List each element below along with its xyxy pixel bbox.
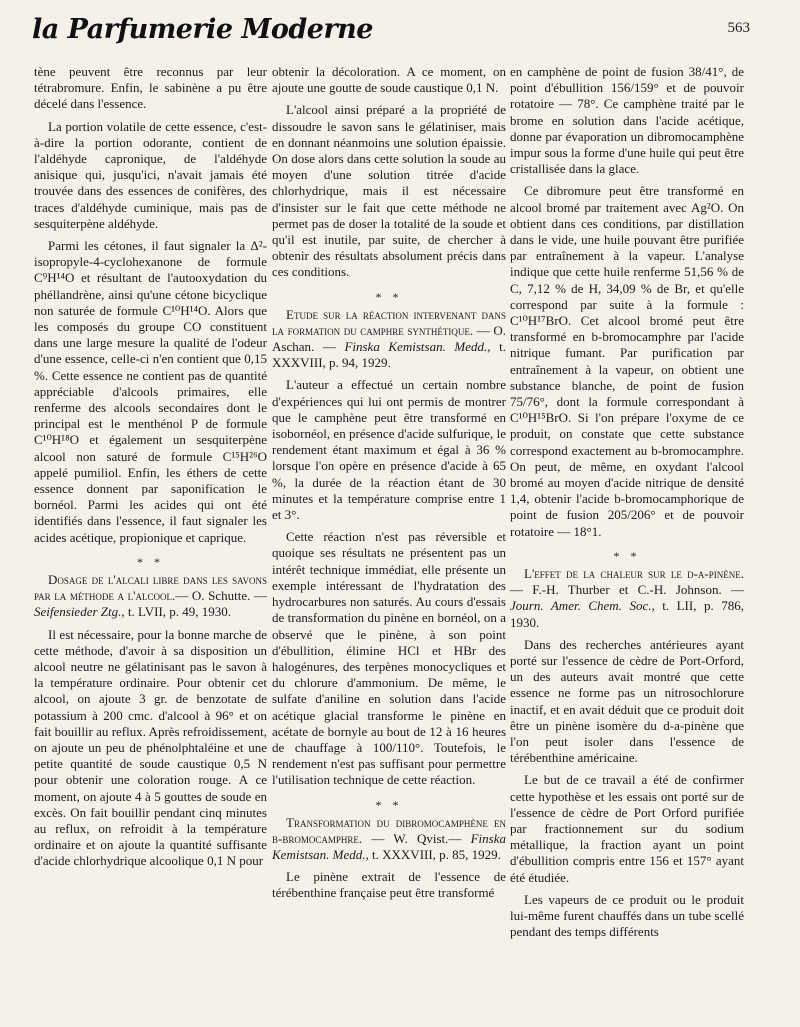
column-2 bbox=[272, 64, 506, 908]
paragraph: Il est nécessaire, pour la bonne marche de cette méthode, d'avoir à sa disposition un alcool neutre ne gélatinisant pas le savon à la température ordinaire. Pour obtenir cet alcool, on ajoute 3 gr. de benzotate de potassium à 200 cmc. d'alcool à 96° et on fait bouillir au reflux. Après refroidissement, on ajoute un peu de phénolphtaléine et une petite quantité de soude caustique 0,5 N pour obtenir une coloration rouge. A ce moment, on ajoute 4 à 5 gouttes de soude en excès. On fait bouillir pendant cinq minutes au reflux, on refroidit à la température ordinaire et on ajoute la quantité suffisante d'acide chlorhydrique alcoolique 0,1 N pour bbox=[34, 626, 267, 869]
paragraph: tène peuvent être reconnus par leur tétrabromure. Enfin, le sabinène a pu être décelé dans l'essence. bbox=[34, 64, 267, 112]
heading-title: L'effet de la chaleur sur le d-a-pinène. bbox=[524, 565, 744, 581]
paragraph: Les vapeurs de ce produit ou le produit lui-même furent chauffés dans un tube scellé pendant des temps différents bbox=[510, 891, 744, 940]
section-separator: * * bbox=[375, 289, 403, 304]
paragraph: obtenir la décoloration. A ce moment, on ajoute une goutte de soude caustique 0,1 N. bbox=[272, 64, 506, 96]
paragraph: Le but de ce travail a été de confirmer cette hypothèse et les essais ont porté sur de l'essence de cèdre de Port Orford purifiée par fractionnement sur du sodium métallique, la fraction ayant un point d'ébullition compris entre 156 et 157° ayant été étudiée. bbox=[510, 772, 744, 885]
article-heading bbox=[510, 566, 744, 631]
heading-journal: Journ. Amer. Chem. Soc. bbox=[510, 598, 652, 614]
heading-journal: Seifensieder Ztg. bbox=[34, 604, 122, 620]
article-heading bbox=[34, 572, 267, 621]
heading-reference: , t. XXXVIII, p. 94, 1929. bbox=[272, 339, 506, 371]
section-separator: * * bbox=[613, 548, 641, 563]
article-heading bbox=[272, 815, 506, 864]
article-heading bbox=[272, 307, 506, 372]
heading-reference: , t. LII, p. 786, 1930. bbox=[510, 598, 744, 630]
heading-author: — F.-H. Thurber et C.-H. Johnson. — bbox=[510, 582, 744, 598]
section-separator: * * bbox=[375, 797, 403, 812]
column-1 bbox=[34, 64, 267, 876]
paragraph: La portion volatile de cette essence, c'est-à-dire la portion odorante, contient de l'aldéhyde capronique, de l'aldéhyde anisique qui, jusqu'ici, n'avait jamais été trouvée dans des essences de conifères, des traces d'aldéhyde cuminique, mais pas de sesquiterpène aldéhyde. bbox=[34, 118, 267, 231]
heading-reference: , t. LVII, p. 49, 1930. bbox=[121, 604, 232, 620]
heading-author: — O. Schutte. — bbox=[175, 588, 267, 604]
paragraph: Dans des recherches antérieures ayant porté sur l'essence de cèdre de Port-Orford, un des auteurs avait montré que cette essence ne forme pas un nitrosochlorure inactif, et en avait déduit que ce produit doit être un pinène isomère du d-a-pinène que l'on peut isoler dans l'essence de térébenthine américaine. bbox=[510, 636, 744, 766]
page-number: 563 bbox=[727, 20, 750, 36]
paragraph: Ce dibromure peut être transformé en alcool bromé par traitement avec Ag²O. On obtient dans ces conditions, par distillation dans le vide, une huile pouvant être purifiée par entraînement à la vapeur. L'analyse indique que cette huile renferme 51,56 % de C, 7,12 % de H, 34,09 % de Br, et qu'elle correspond par suite à la formule : C¹⁰H¹⁷BrO. Cet alcool bromé peut être transformé en b-bromocamphre par l'acide nitrique fumant. Par purification par entraînement à la vapeur, on obtient une substance blanche, de point de fusion 75/76°, dont la formule correspondant à C¹⁰H¹⁵BrO. Si l'on prépare l'oxyme de ce produit, on constate que cette substance correspond exactement au b-bromocamphre. On peut, de même, en oxydant l'alcool bromé au moyen d'acide nitrique de densité 1,4, obtenir l'acide b-bromocamphorique de point de fusion 205/206° et de pouvoir rotatoire — 18°1. bbox=[510, 183, 744, 539]
heading-title: Etude sur la réaction intervenant dans la formation du camphre synthétique. bbox=[272, 306, 506, 338]
heading-author: — W. Qvist.— bbox=[362, 830, 471, 846]
heading-journal: Finska Kemistsan. Medd. bbox=[272, 830, 506, 862]
masthead-logo: la Parfumerie Moderne bbox=[32, 14, 373, 45]
heading-author: — O. Aschan. — bbox=[272, 322, 506, 355]
column-3 bbox=[510, 64, 744, 946]
heading-title: Dosage de l'alcali libre dans les savons par la méthode a l'alcool. bbox=[34, 571, 267, 604]
section-separator: * * bbox=[137, 554, 164, 569]
paragraph: en camphène de point de fusion 38/41°, de point d'ébullition 156/159° et de pouvoir rotatoire — 78°. Ce camphène traité par le brome en solution dans l'acide acétique, donne par évaporation un dibromocamphène impur sous la forme d'une huile qui peut être cristallisée dans la glace. bbox=[510, 64, 744, 177]
paragraph: L'alcool ainsi préparé a la propriété de dissoudre le savon sans le gélatiniser, mais en donnant néanmoins une solution épaissie. On dose alors dans cette solution la soude au moyen d'une solution titrée d'acide chlorhydrique, mais il est nécessaire d'insister sur le fait que cette méthode ne permet pas de doser la totalité de la soude et qu'il est inutile, par suite, de chercher à obtenir des résultats absolument précis dans ces conditions. bbox=[272, 102, 506, 280]
paragraph: Parmi les cétones, il faut signaler la Δ²-isopropyle-4-cyclohexanone de formule C⁹H¹⁴O et résultant de l'autooxydation du phéllandrène, ainsi qu'une cétone bicyclique non saturée de formule C¹⁰H¹⁴O. Alors que les composés du groupe CO constituent dans une large mesure la qualité de l'odeur d'une essence, celle-ci n'en contient que 0,15 %. Cette essence ne contient pas de quantité appréciable d'alcools primaires, elle renferme des alcools secondaires dont le principal est le menthénol P de formule C¹⁰H¹⁸O et également un sesquiterpène alcool non saturé de formule C¹⁵H²⁶O appelé pumiliol. Enfin, les éthers de cette essence donnent par saponification le bornéol. Parmi les acides qui ont été identifiés dans l'essence, il faut signaler les acides acétique, propionique et caprique. bbox=[34, 238, 267, 545]
heading-title: Transformation du dibromocamphène en b-bromocamphre. bbox=[272, 814, 506, 846]
paragraph: L'auteur a effectué un certain nombre d'expériences qui lui ont permis de montrer que le camphène peut être transformé en isobornéol, en présence d'acide sulfurique, le rendement étant maximum et égal à 36 % lorsque l'on opère en présence d'acide à 65 %, la durée de la réaction étant de 30 minutes et la température comprise entre 1 et 3°. bbox=[272, 377, 506, 523]
paragraph: Cette réaction n'est pas réversible et quoique ses résultats ne présentent pas un intérêt technique immédiat, elle présente un exemple intéressant de l'hydratation des hydrocarbures non saturés. Au cours d'essais de transformation du pinène en bornéol, on a observé que le pinène, à son point d'ébullition, élimine HCl et HBr des halogénures, des terpènes monocycliques et du chlorure d'ammonium. De même, le sulfate d'aniline en solution dans l'acide acétique glacial transforme le pinène en acétate de bornyle au bout de 12 à 16 heures de chauffage à 100/110°. Toutefois, le rendement n'est pas suffisant pour permettre l'utilisation technique de cette réaction. bbox=[272, 529, 506, 788]
paragraph: Le pinène extrait de l'essence de térébenthine française peut être transformé bbox=[272, 869, 506, 901]
heading-journal: Finska Kemistsan. Medd. bbox=[344, 339, 488, 355]
heading-reference: , t. XXXVIII, p. 85, 1929. bbox=[365, 846, 501, 862]
